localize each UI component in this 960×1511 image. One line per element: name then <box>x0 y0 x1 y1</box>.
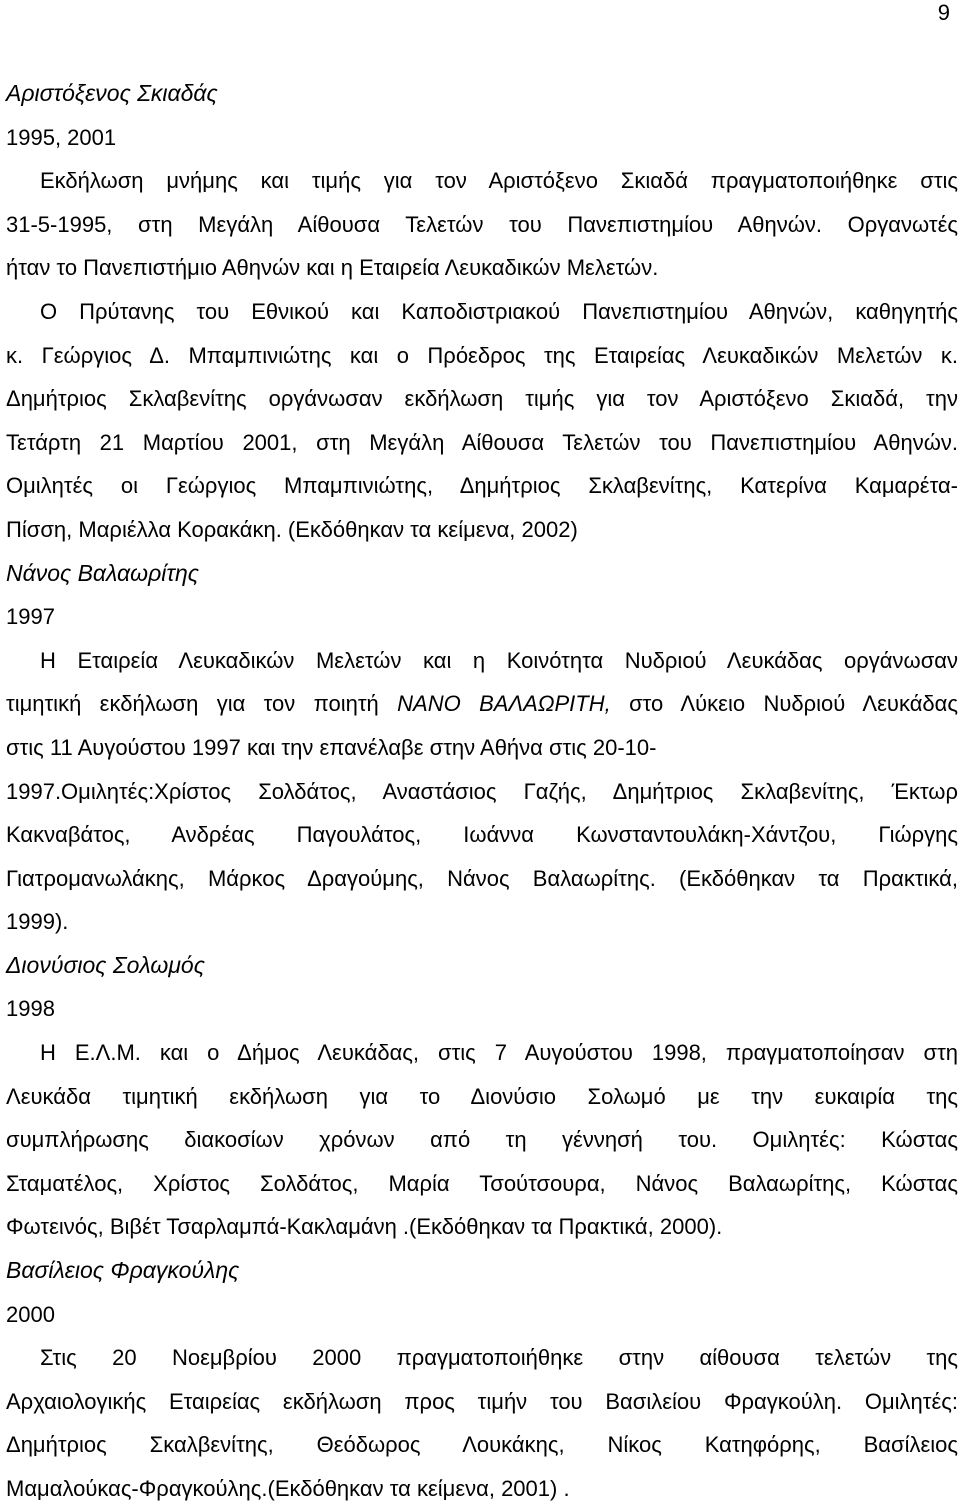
paragraph-line: Λευκάδα τιμητική εκδήλωση για το Διονύσιο Σολωμό με την ευκαιρία της <box>6 1083 958 1109</box>
section-year: 1997 <box>6 604 55 630</box>
paragraph-line: Σταματέλος, Χρίστος Σολδάτος, Μαρία Τσούτσουρα, Νάνος Βαλαωρίτης, Κώστας <box>6 1170 958 1196</box>
section-heading-fragkoulis: Βασίλειος Φραγκούλης <box>6 1257 240 1284</box>
paragraph-line: 1997.Ομιλητές:Χρίστος Σολδάτος, Αναστάσιος Γαζής, Δημήτριος Σκλαβενίτης, Έκτωρ <box>6 778 958 804</box>
paragraph-line: Η Ε.Λ.Μ. και ο Δήμος Λευκάδας, στις 7 Αυγούστου 1998, πραγματοποίησαν στη <box>40 1040 958 1066</box>
section-year: 1998 <box>6 996 55 1022</box>
paragraph-line: Μαμαλούκας-Φραγκούλης.(Εκδόθηκαν τα κείμενα, 2001) . <box>6 1476 570 1501</box>
paragraph-line: 1999). <box>6 909 69 935</box>
page-number: 9 <box>937 0 950 25</box>
paragraph-line: 31-5-1995, στη Μεγάλη Αίθουσα Τελετών του Πανεπιστημίου Αθηνών. Οργανωτές <box>6 211 958 237</box>
paragraph-line-mixed <box>6 682 958 726</box>
paragraph-line: Φωτεινός, Βιβέτ Τσαρλαμπά-Κακλαμάνη .(Εκδόθηκαν τα Πρακτικά, 2000). <box>6 1214 723 1240</box>
paragraph-line: ήταν το Πανεπιστήμιο Αθηνών και η Εταιρεία Λευκαδικών Μελετών. <box>6 255 659 281</box>
paragraph-line: Δημήτριος Σκλαβενίτης οργάνωσαν εκδήλωση τιμής για τον Αριστόξενο Σκιαδά, την <box>6 386 958 412</box>
section-heading-valaoritis: Νάνος Βαλαωρίτης <box>6 559 199 586</box>
text-segment: στο Λύκειο Νυδριού Λευκάδας <box>610 691 958 717</box>
paragraph-line: συμπλήρωσης διακοσίων χρόνων από τη γέννησή του. Ομιλητές: Κώστας <box>6 1127 958 1153</box>
section-heading-skiadas: Αριστόξενος Σκιαδάς <box>6 80 218 106</box>
paragraph-line: Τετάρτη 21 Μαρτίου 2001, στη Μεγάλη Αίθουσα Τελετών του Πανεπιστημίου Αθηνών. <box>6 429 958 455</box>
paragraph-line: Δημήτριος Σκαλβενίτης, Θεόδωρος Λουκάκης, Νίκος Κατηφόρης, Βασίλειος <box>6 1432 958 1458</box>
section-year: 2000 <box>6 1301 55 1327</box>
paragraph-line: Γιατρομανωλάκης, Μάρκος Δραγούμης, Νάνος Βαλαωρίτης. (Εκδόθηκαν τα Πρακτικά, <box>6 865 958 891</box>
paragraph-line: Η Εταιρεία Λευκαδικών Μελετών και η Κοινότητα Νυδριού Λευκάδας οργάνωσαν <box>40 647 958 673</box>
paragraph-line: Αρχαιολογικής Εταιρείας εκδήλωση προς τιμήν του Βασιλείου Φραγκούλη. Ομιλητές: <box>6 1388 958 1414</box>
paragraph-line: Ομιλητές οι Γεώργιος Μπαμπινιώτης, Δημήτριος Σκλαβενίτης, Κατερίνα Καμαρέτα- <box>6 473 958 499</box>
section-heading-solomos: Διονύσιος Σολωμός <box>6 951 205 978</box>
document-body <box>6 72 958 1511</box>
paragraph-line: Πίσση, Μαριέλλα Κορακάκη. (Εκδόθηκαν τα κείμενα, 2002) <box>6 516 578 542</box>
paragraph-line: Εκδήλωση μνήμης και τιμής για τον Αριστόξενο Σκιαδά πραγματοποιήθηκε στις <box>40 168 958 194</box>
paragraph-line: στις 11 Αυγούστου 1997 και την επανέλαβε στην Αθήνα στις 20-10- <box>6 734 657 760</box>
section-year: 1995, 2001 <box>6 124 117 150</box>
paragraph-line: Στις 20 Νοεμβρίου 2000 πραγματοποιήθηκε στην αίθουσα τελετών της <box>40 1345 958 1371</box>
text-segment: τιμητική εκδήλωση για τον ποιητή <box>6 691 398 717</box>
paragraph-line: Ο Πρύτανης του Εθνικού και Καποδιστριακού Πανεπιστημίου Αθηνών, καθηγητής <box>40 298 958 324</box>
paragraph-line: Κακναβάτος, Ανδρέας Παγουλάτος, Ιωάννα Κωνσταντουλάκη-Χάντζου, Γιώργης <box>6 822 958 848</box>
poet-name-italic: ΝΑΝΟ ΒΑΛΑΩΡΙΤΗ, <box>397 691 611 717</box>
paragraph-line: κ. Γεώργιος Δ. Μπαμπινιώτης και ο Πρόεδρος της Εταιρείας Λευκαδικών Μελετών κ. <box>6 342 958 368</box>
